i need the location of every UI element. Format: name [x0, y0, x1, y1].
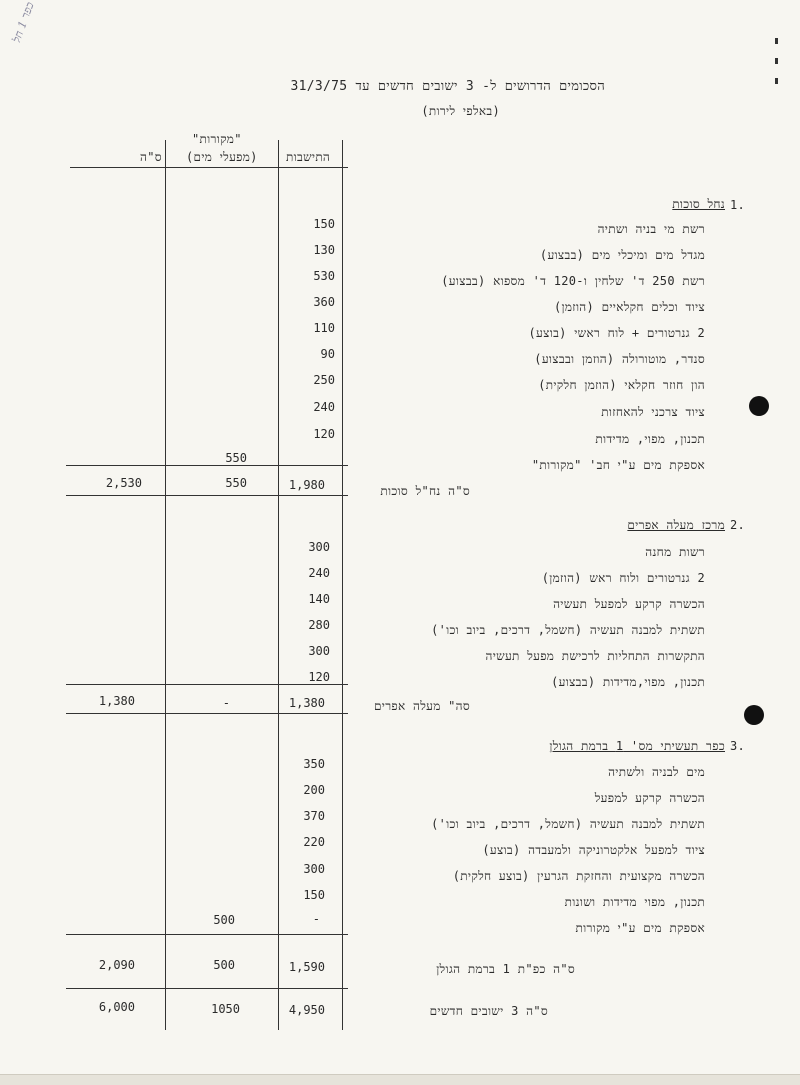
grand-total: 6,000: [98, 1000, 135, 1014]
section-mekorot-total: -: [222, 696, 230, 710]
line-item-label: אספקת מים ע"י חב' "מקורות": [531, 458, 705, 472]
line-item-label: רשת מי בניה ושתיה: [597, 222, 705, 236]
section-rule: [66, 934, 348, 935]
section-total: 2,090: [98, 958, 135, 972]
section-summary-label: סה" מעלה אפרים: [373, 699, 470, 713]
settlement-amount: 530: [313, 269, 335, 283]
section-3-title: כפר תעשיתי מס' 1 ברמת הגולן: [549, 739, 725, 753]
line-item-label: רשת 250 ד' שלחין ו-120 ד' מספוא (בבצוע): [441, 274, 705, 288]
edge-mark: [775, 78, 778, 84]
section-settlement-total: 1,380: [288, 696, 325, 710]
document-subtitle: (באלפי לירות): [421, 104, 500, 118]
line-item-label: תכנון, מפוי,מדידות (בבצוע): [551, 675, 705, 689]
settlement-amount: 120: [308, 670, 330, 684]
edge-mark: [775, 38, 778, 44]
line-item-label: תשתית למבנה תעשיה (חשמל, דרכים, ביוב וכו'): [431, 817, 705, 831]
settlement-amount: 300: [308, 540, 330, 554]
settlement-amount: 90: [320, 347, 335, 361]
settlement-amount: 150: [313, 217, 335, 231]
line-item-label: רשות מחנה: [645, 545, 705, 559]
settlement-amount: 240: [308, 566, 330, 580]
settlement-amount: 140: [308, 592, 330, 606]
section-1-title: נחל סוכות: [672, 197, 725, 211]
line-item-label: ציוד צרכני להאחזות: [601, 405, 705, 419]
edge-mark: [775, 58, 778, 64]
grand-mekorot-total: 1050: [211, 1002, 240, 1016]
line-item-label: תכנון, מפוי, מדידות: [595, 432, 705, 446]
section-rule: [66, 713, 348, 714]
line-item-label: הכשרה מקצועית והחזקת הגרעין (בוצע חלקית): [452, 869, 705, 883]
header-mekorot-1: "מקורות": [192, 132, 242, 146]
mekorot-amount: 500: [213, 913, 235, 927]
col-divider-1: [165, 140, 166, 1030]
line-item-label: מגדל מים ומיכלי מים (בבצוע): [539, 248, 705, 262]
line-item-label: 2 גנרטורים ולוח ראש (הוזמן): [541, 571, 705, 585]
line-item-label: הכשרה קרקע למפעל תעשיה: [553, 597, 705, 611]
margin-handwriting: כפר 1 חל: [10, 0, 37, 45]
header-total: ס"ה: [140, 150, 162, 164]
mekorot-amount: 550: [225, 451, 247, 465]
grand-settlement-total: 4,950: [288, 1003, 325, 1017]
section-summary-label: ס"ה כפ"ת 1 ברמת הגולן: [436, 962, 575, 976]
settlement-amount: 250: [313, 373, 335, 387]
settlement-amount: 300: [308, 644, 330, 658]
line-item-label: מים לבניה ולשתיה: [608, 765, 705, 779]
header-settlement: התישבות: [286, 150, 331, 164]
document-title: הסכומים הדרושים ל- 3 ישובים חדשים עד 31/3/75: [290, 79, 605, 94]
col-divider-3: [342, 140, 343, 1030]
section-total: 2,530: [105, 476, 142, 490]
section-rule: [66, 465, 348, 466]
line-item-label: הון חוזר חקלאי (הוזמן חלקית): [538, 378, 705, 392]
settlement-amount: 110: [313, 321, 335, 335]
settlement-amount: 220: [303, 835, 325, 849]
line-item-label: 2 גנרטורים + לוח ראשי (בוצע): [528, 326, 705, 340]
line-item-label: אספקת מים ע"י מקורות: [575, 921, 705, 935]
settlement-amount: 370: [303, 809, 325, 823]
line-item-label: תכנון, מפוי מדידות ושונות: [564, 895, 705, 909]
line-item-label: ציוד וכלים חקלאיים (הוזמן): [554, 300, 705, 314]
settlement-amount: 130: [313, 243, 335, 257]
settlement-amount: 360: [313, 295, 335, 309]
section-mekorot-total: 550: [225, 476, 247, 490]
header-mekorot-2: (מפעלי מים): [186, 150, 258, 164]
section-rule: [66, 495, 348, 496]
line-item-label: ציוד למפעל אלקטרוניקה ולמעבדה (בוצע): [482, 843, 705, 857]
settlement-amount: 280: [308, 618, 330, 632]
settlement-amount: 120: [313, 427, 335, 441]
section-summary-label: ס"ה נח"ל סוכות: [380, 484, 470, 498]
settlement-amount: 350: [303, 757, 325, 771]
punch-hole: [749, 396, 769, 416]
section-total: 1,380: [98, 694, 135, 708]
header-rule: [70, 167, 348, 168]
settlement-amount: 200: [303, 783, 325, 797]
line-item-label: התקשרות התחליות לרכישת מפעל תעשיה: [485, 649, 705, 663]
section-mekorot-total: 500: [213, 958, 235, 972]
section-1-number: .1: [729, 198, 745, 212]
settlement-amount: 240: [313, 400, 335, 414]
scan-edge: [0, 1074, 800, 1085]
section-2-title: מרכז מעלה אפרים: [627, 518, 725, 532]
section-settlement-total: 1,590: [288, 960, 325, 974]
section-3-number: .3: [729, 739, 745, 753]
line-item-label: סנדר, מוטורולה (הוזמן ובבצוע): [534, 352, 705, 366]
settlement-amount: 150: [303, 888, 325, 902]
section-rule: [66, 988, 348, 989]
settlement-amount: 300: [303, 862, 325, 876]
line-item-label: הכשרה קרקע למפעל: [594, 791, 705, 805]
grand-total-label: ס"ה 3 ישובים חדשים: [429, 1004, 548, 1018]
section-settlement-total: 1,980: [288, 478, 325, 492]
punch-hole: [744, 705, 764, 725]
settlement-amount: -: [312, 912, 320, 926]
col-divider-2: [278, 140, 279, 1030]
section-rule: [66, 684, 348, 685]
section-2-number: .2: [729, 518, 745, 532]
line-item-label: תשתית למבנה תעשיה (חשמל, דרכים, ביוב וכו'): [431, 623, 705, 637]
